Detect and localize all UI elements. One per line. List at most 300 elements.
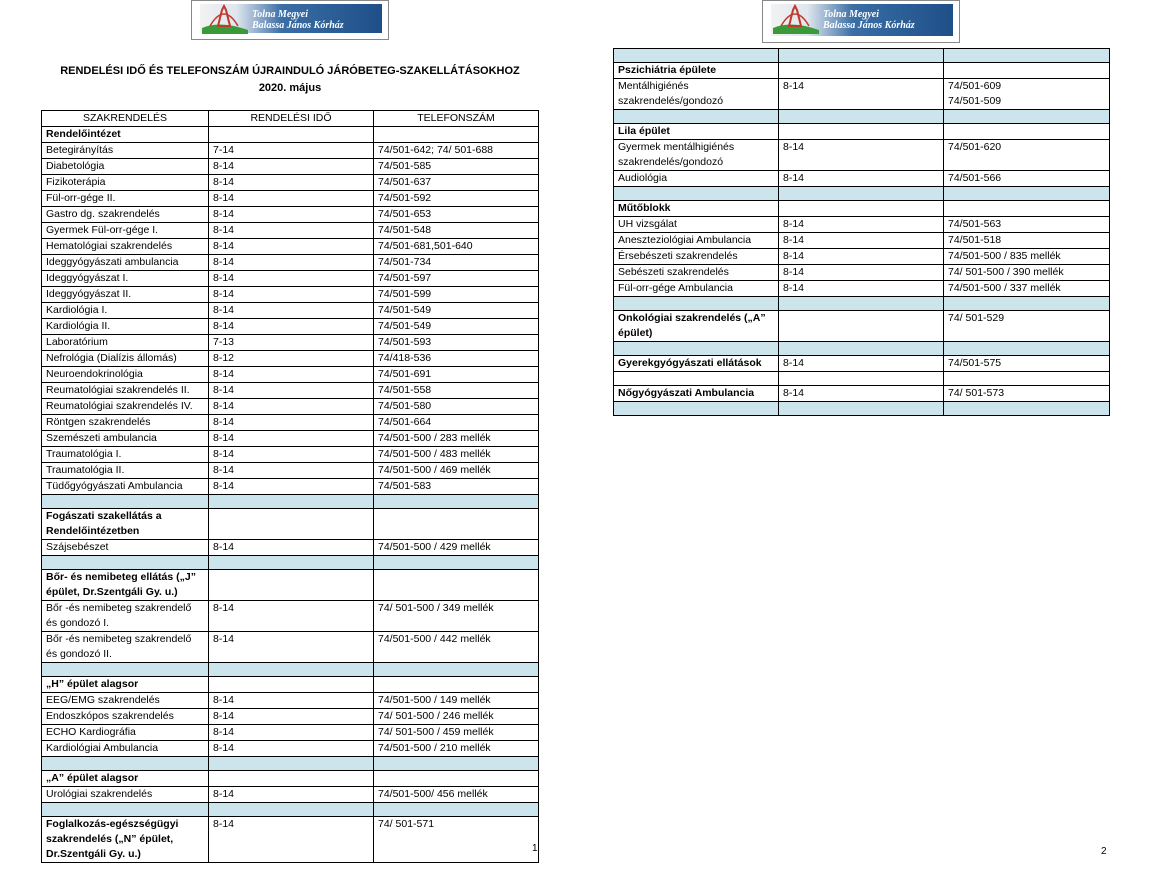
office-hours: 7-13 [209,335,374,351]
office-hours: 8-14 [209,159,374,175]
spacer-cell [944,342,1110,356]
phone-line: 74/501-500 / 442 mellék [378,633,491,645]
phone-line: 74/501-500 / 469 mellék [378,464,491,476]
table-row [42,399,539,415]
table-row [42,787,539,803]
office-hours: 8-14 [209,239,374,255]
empty-cell [209,509,374,540]
section-title: Műtőblokk [614,201,779,217]
spacer-row [614,297,1110,311]
spacer-cell [779,297,944,311]
table-row [42,175,539,191]
empty-cell [374,570,539,601]
phone-line: 74/501-518 [948,234,1002,246]
phone-number [374,463,539,479]
phone-line: 74/418-536 [378,352,432,364]
phone-number [374,787,539,803]
page-subtitle: 2020. május [258,82,322,94]
phone-number [374,693,539,709]
phone-number [374,271,539,287]
table-row [614,386,1110,402]
section-title: Pszichiátria épülete [614,63,779,79]
table-row [42,143,539,159]
phone-number [374,175,539,191]
office-hours: 8-14 [209,693,374,709]
office-hours: 8-14 [209,399,374,415]
spacer-cell [209,556,374,570]
spacer-cell [42,556,209,570]
phone-line: 74/501-681,501-640 [378,240,473,252]
table-row [42,319,539,335]
spacer-cell [209,663,374,677]
logo-line1: Tolna Megyei [252,9,309,20]
office-hours: 8-14 [209,255,374,271]
table-row [614,281,1110,297]
specialty-name: Bőr -és nemibeteg szakrendelő és gondozó I. [42,601,209,632]
blank-row [614,372,1110,386]
phone-number [374,632,539,663]
spacer-row [614,187,1110,201]
phone-number [374,351,539,367]
section-title: „H” épület alagsor [42,677,209,693]
office-hours: 7-14 [209,143,374,159]
phone-line: 74/501-500 / 283 mellék [378,432,491,444]
header-phone: TELEFONSZÁM [374,111,539,127]
specialty-name: Gyermek mentálhigiénés szakrendelés/gondozó [614,140,779,171]
table-row [42,191,539,207]
spacer-row [614,110,1110,124]
office-hours: 8-14 [209,601,374,632]
empty-cell [374,677,539,693]
office-hours [779,311,944,342]
specialty-name: Urológiai szakrendelés [42,787,209,803]
phone-line: 74/501-549 [378,304,432,316]
table-row [614,356,1110,372]
section-title: Fogászati szakellátás a Rendelőintézetben [42,509,209,540]
phone-line: 74/501-500 / 429 mellék [378,541,491,553]
section-header-row [42,509,539,540]
spacer-cell [42,663,209,677]
office-hours: 8-14 [209,415,374,431]
spacer-cell [374,556,539,570]
office-hours: 8-14 [209,303,374,319]
specialty-name: ECHO Kardiográfia [42,725,209,741]
phone-number [944,79,1110,110]
phone-number [374,319,539,335]
spacer-cell [779,342,944,356]
phone-line: 74/501-609 [948,80,1002,92]
page-number-1: 1 [532,843,538,854]
table-row [614,217,1110,233]
phone-line: 74/ 501-571 [378,818,435,830]
specialty-name: Gyermek Fül-orr-gége I. [42,223,209,239]
phone-line: 74/501-599 [378,288,432,300]
section-title: „A” épület alagsor [42,771,209,787]
specialty-name: Neuroendokrinológia [42,367,209,383]
specialty-name: Hematológiai szakrendelés [42,239,209,255]
empty-cell [944,63,1110,79]
phone-number [944,386,1110,402]
spacer-cell [209,803,374,817]
specialty-name: Fül-orr-gége Ambulancia [614,281,779,297]
empty-cell [944,124,1110,140]
office-hours: 8-14 [209,787,374,803]
phone-line: 74/ 501-500 / 459 mellék [378,726,494,738]
phone-line: 74/501-575 [948,357,1002,369]
spacer-row [614,402,1110,416]
table-row [42,351,539,367]
phone-number [374,191,539,207]
phone-number [374,741,539,757]
phone-number [374,159,539,175]
section-header-row [614,63,1110,79]
table-row [42,817,539,863]
office-hours: 8-14 [209,223,374,239]
office-hours: 8-14 [209,540,374,556]
office-hours: 8-14 [209,447,374,463]
phone-line: 74/ 501-500 / 390 mellék [948,266,1064,278]
page-number-2: 2 [1101,846,1107,857]
office-hours: 8-14 [209,287,374,303]
specialty-name: EEG/EMG szakrendelés [42,693,209,709]
blank-cell [779,372,944,386]
spacer-cell [42,803,209,817]
spacer-row [42,803,539,817]
specialty-name: Érsebészeti szakrendelés [614,249,779,265]
phone-line: 74/ 501-573 [948,387,1005,399]
table-row [42,383,539,399]
phone-number [374,223,539,239]
specialty-name: Laboratórium [42,335,209,351]
table-row [614,171,1110,187]
phone-number [374,479,539,495]
specialty-name: Ideggyógyászat II. [42,287,209,303]
section-header-row [42,127,539,143]
phone-number [374,817,539,863]
specialty-name: Audiológia [614,171,779,187]
phone-number [374,601,539,632]
phone-number [944,171,1110,187]
office-hours: 8-14 [209,207,374,223]
spacer-cell [614,402,779,416]
phone-number [374,447,539,463]
spacer-cell [779,49,944,63]
spacer-cell [779,110,944,124]
schedule-table-page1 [41,110,539,863]
phone-line: 74/501-549 [378,320,432,332]
phone-line: 74/501-580 [378,400,432,412]
section-header-row [42,677,539,693]
table-row [42,725,539,741]
office-hours: 8-14 [209,383,374,399]
table-row [42,335,539,351]
specialty-name: Bőr -és nemibeteg szakrendelő és gondozó II. [42,632,209,663]
table-row [42,255,539,271]
empty-cell [209,570,374,601]
specialty-name: Ideggyógyászati ambulancia [42,255,209,271]
table-row [42,271,539,287]
table-row [42,709,539,725]
spacer-cell [374,757,539,771]
spacer-cell [614,49,779,63]
table-row [42,367,539,383]
specialty-name: Reumatológiai szakrendelés II. [42,383,209,399]
phone-number [374,143,539,159]
office-hours: 8-14 [209,817,374,863]
phone-line: 74/501-593 [378,336,432,348]
table-row [42,303,539,319]
phone-number [944,233,1110,249]
hospital-logo-page2 [762,0,960,43]
specialty-name: Fizikoterápia [42,175,209,191]
specialty-name: Fül-orr-gége II. [42,191,209,207]
empty-cell [374,509,539,540]
table-row [614,311,1110,342]
phone-line: 74/501-558 [378,384,432,396]
phone-number [944,311,1110,342]
phone-number [374,207,539,223]
empty-cell [209,771,374,787]
office-hours: 8-14 [779,140,944,171]
phone-number [944,281,1110,297]
table-row [42,159,539,175]
header-hours: RENDELÉSI IDŐ [209,111,374,127]
spacer-cell [42,495,209,509]
phone-number [944,140,1110,171]
empty-cell [209,677,374,693]
table-row [614,265,1110,281]
spacer-cell [779,187,944,201]
spacer-cell [42,757,209,771]
specialty-name: Kardiológia I. [42,303,209,319]
phone-number [374,255,539,271]
empty-cell [374,771,539,787]
blank-cell [614,372,779,386]
hospital-building-icon [771,4,821,34]
office-hours: 8-14 [209,463,374,479]
specialty-name: Röntgen szakrendelés [42,415,209,431]
page-title: RENDELÉSI IDŐ ÉS TELEFONSZÁM ÚJRAINDULÓ JÁRÓBETEG-SZAKELLÁTÁSOKHOZ [60,65,520,77]
phone-line: 74/501-548 [378,224,432,236]
logo-line2: Balassa János Kórház [252,20,344,31]
phone-line: 74/ 501-500 / 246 mellék [378,710,494,722]
spacer-cell [944,187,1110,201]
phone-line: 74/501-500 / 149 mellék [378,694,491,706]
phone-line: 74/501-597 [378,272,432,284]
phone-line: 74/501-583 [378,480,432,492]
phone-number [944,265,1110,281]
hospital-logo [191,0,389,40]
specialty-name: Szemészeti ambulancia [42,431,209,447]
phone-number [374,540,539,556]
office-hours: 8-12 [209,351,374,367]
office-hours: 8-14 [209,191,374,207]
table-row [42,447,539,463]
schedule-table-page2 [613,48,1110,416]
specialty-name: Aneszteziológiai Ambulancia [614,233,779,249]
table-row [42,741,539,757]
phone-number [944,217,1110,233]
spacer-cell [209,757,374,771]
spacer-cell [374,495,539,509]
empty-cell [944,201,1110,217]
phone-line: 74/501-500/ 456 mellék [378,788,488,800]
spacer-cell [614,342,779,356]
phone-number [374,415,539,431]
office-hours: 8-14 [209,431,374,447]
section-title: Bőr- és nemibeteg ellátás („J” épület, Dr.Szentgáli Gy. u.) [42,570,209,601]
table-row [42,632,539,663]
phone-number [374,239,539,255]
table-row [42,287,539,303]
spacer-row [42,556,539,570]
office-hours: 8-14 [779,79,944,110]
phone-number [374,335,539,351]
specialty-name: Tüdőgyógyászati Ambulancia [42,479,209,495]
section-header-row [42,570,539,601]
phone-number [944,249,1110,265]
empty-cell [374,127,539,143]
office-hours: 8-14 [209,367,374,383]
office-hours: 8-14 [209,709,374,725]
specialty-name: Mentálhigiénés szakrendelés/gondozó [614,79,779,110]
phone-number [374,399,539,415]
phone-line: 74/501-653 [378,208,432,220]
phone-line: 74/501-500 / 210 mellék [378,742,491,754]
section-title: Rendelőintézet [42,127,209,143]
office-hours: 8-14 [779,356,944,372]
empty-cell [779,63,944,79]
logo-line2: Balassa János Kórház [823,20,915,31]
office-hours: 8-14 [209,271,374,287]
phone-line: 74/501-500 / 483 mellék [378,448,491,460]
empty-cell [209,127,374,143]
phone-line: 74/501-585 [378,160,432,172]
header-specialty: SZAKRENDELÉS [42,111,209,127]
table-row [614,233,1110,249]
phone-number [374,725,539,741]
office-hours: 8-14 [779,265,944,281]
spacer-cell [944,402,1110,416]
specialty-name: Foglalkozás-egészségügyi szakrendelés („N” épület, Dr.Szentgáli Gy. u.) [42,817,209,863]
phone-line-2: 74/501-509 [948,95,1002,107]
spacer-cell [614,110,779,124]
table-row [614,79,1110,110]
table-header-row [42,111,539,127]
office-hours: 8-14 [209,479,374,495]
office-hours: 8-14 [779,217,944,233]
phone-line: 74/501-500 / 835 mellék [948,250,1061,262]
spacer-cell [779,402,944,416]
phone-number [374,287,539,303]
phone-number [944,356,1110,372]
specialty-name: Gastro dg. szakrendelés [42,207,209,223]
table-row [42,693,539,709]
phone-number [374,431,539,447]
spacer-row [42,757,539,771]
specialty-name: Kardiológiai Ambulancia [42,741,209,757]
phone-line: 74/501-637 [378,176,432,188]
office-hours: 8-14 [209,632,374,663]
specialty-name: Onkológiai szakrendelés („A” épület) [614,311,779,342]
phone-line: 74/501-734 [378,256,432,268]
specialty-name: Nőgyógyászati Ambulancia [614,386,779,402]
office-hours: 8-14 [779,386,944,402]
specialty-name: Kardiológia II. [42,319,209,335]
specialty-name: UH vizsgálat [614,217,779,233]
specialty-name: Szájsebészet [42,540,209,556]
phone-line: 74/501-592 [378,192,432,204]
phone-line: 74/501-500 / 337 mellék [948,282,1061,294]
phone-number [374,709,539,725]
table-row [42,540,539,556]
spacer-cell [944,110,1110,124]
office-hours: 8-14 [209,725,374,741]
phone-number [374,383,539,399]
blank-cell [944,372,1110,386]
phone-line: 74/501-566 [948,172,1002,184]
spacer-cell [209,495,374,509]
specialty-name: Ideggyógyászat I. [42,271,209,287]
phone-number [374,303,539,319]
specialty-name: Diabetológia [42,159,209,175]
phone-line: 74/501-642; 74/ 501-688 [378,144,494,156]
spacer-row [614,342,1110,356]
specialty-name: Betegirányítás [42,143,209,159]
empty-cell [779,124,944,140]
phone-line: 74/501-691 [378,368,432,380]
logo-line1: Tolna Megyei [823,9,880,20]
table-row [42,207,539,223]
spacer-cell [374,663,539,677]
phone-line: 74/ 501-529 [948,312,1005,324]
phone-line: 74/501-664 [378,416,432,428]
specialty-name: Gyerekgyógyászati ellátások [614,356,779,372]
spacer-row [42,663,539,677]
spacer-row [614,49,1110,63]
office-hours: 8-14 [209,741,374,757]
table-row [42,601,539,632]
hospital-building-icon [200,4,250,34]
section-header-row [614,124,1110,140]
phone-line: 74/ 501-500 / 349 mellék [378,602,494,614]
table-row [614,249,1110,265]
empty-cell [779,201,944,217]
office-hours: 8-14 [779,281,944,297]
spacer-cell [944,49,1110,63]
spacer-cell [614,297,779,311]
spacer-cell [944,297,1110,311]
table-row [614,140,1110,171]
office-hours: 8-14 [779,249,944,265]
spacer-cell [374,803,539,817]
specialty-name: Sebészeti szakrendelés [614,265,779,281]
phone-number [374,367,539,383]
table-row [42,431,539,447]
section-header-row [614,201,1110,217]
spacer-cell [614,187,779,201]
office-hours: 8-14 [209,319,374,335]
specialty-name: Reumatológiai szakrendelés IV. [42,399,209,415]
specialty-name: Endoszkópos szakrendelés [42,709,209,725]
section-title: Lila épület [614,124,779,140]
office-hours: 8-14 [209,175,374,191]
spacer-row [42,495,539,509]
table-row [42,415,539,431]
table-row [42,479,539,495]
table-row [42,223,539,239]
phone-line: 74/501-620 [948,141,1002,153]
